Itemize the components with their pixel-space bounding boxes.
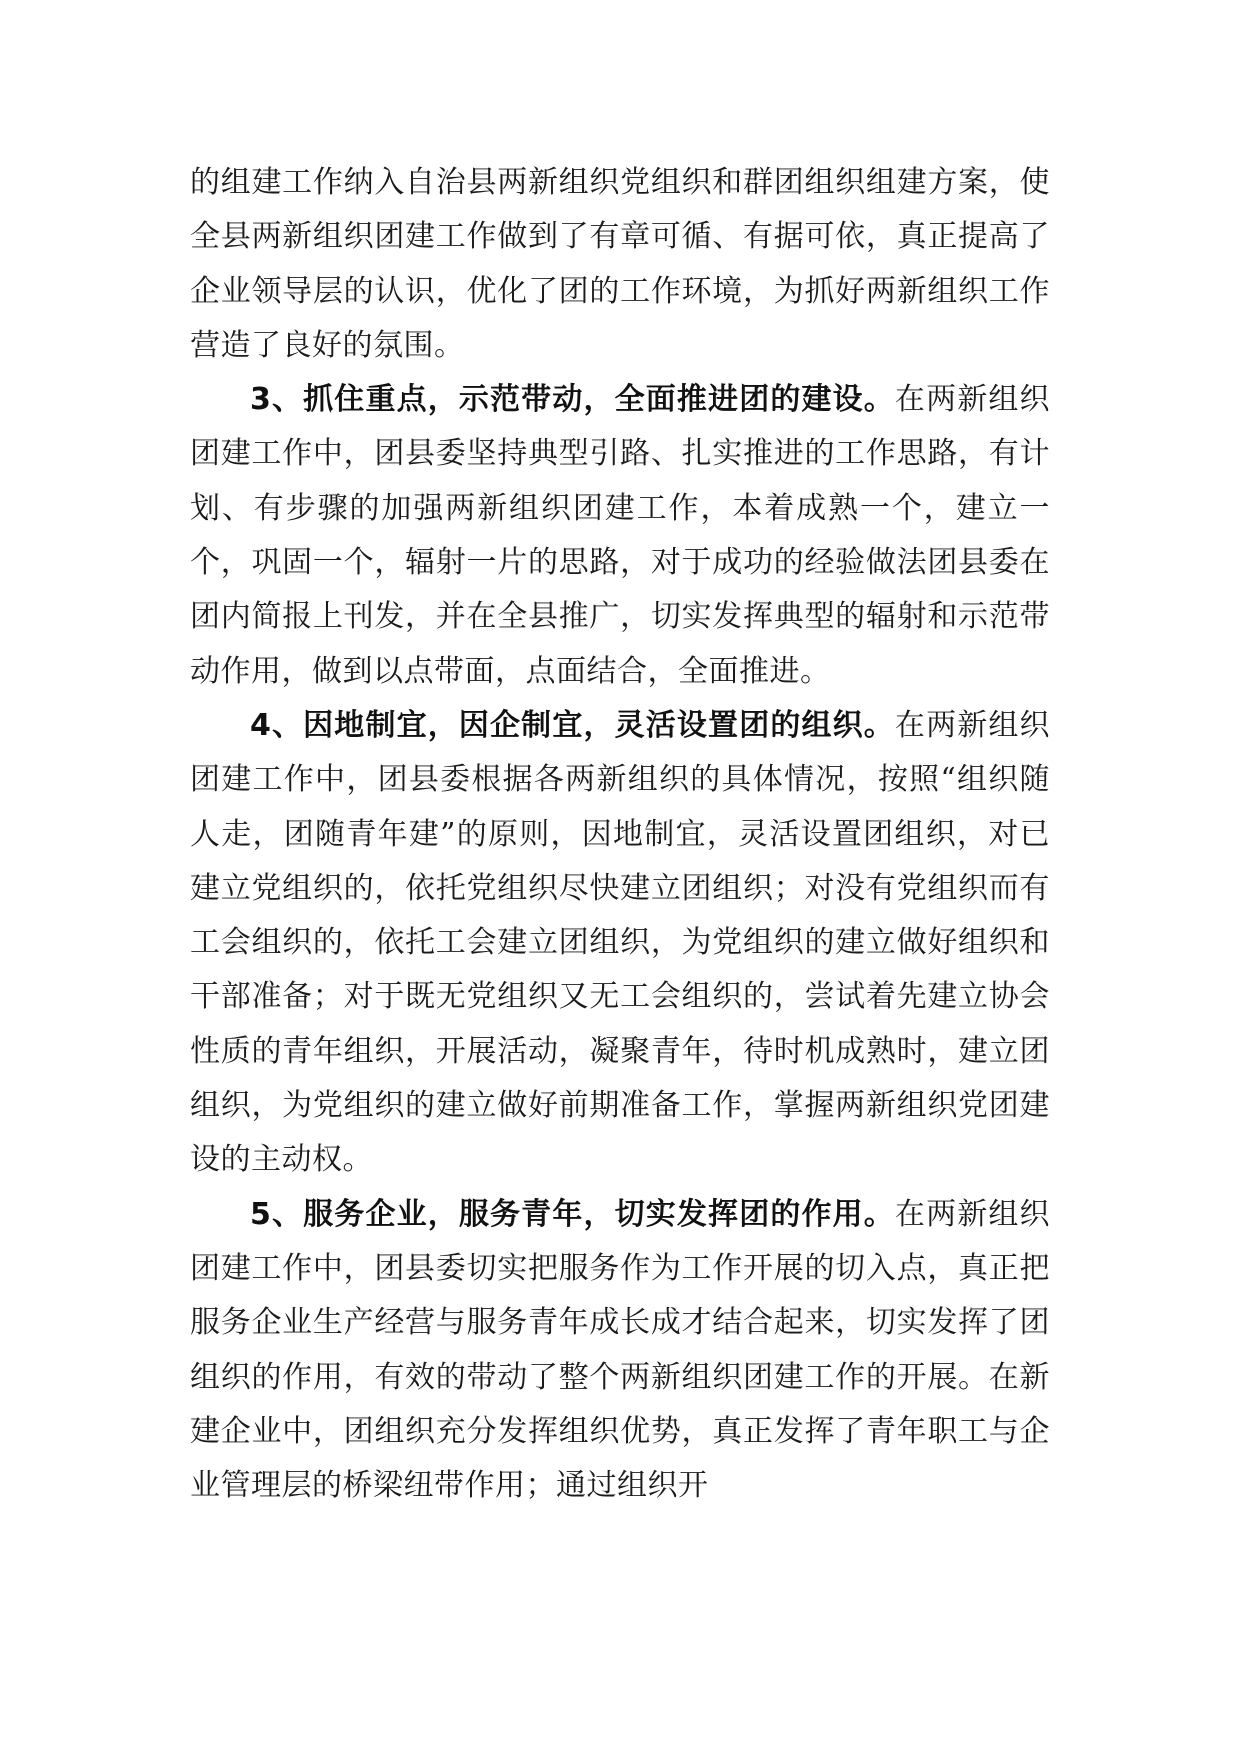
paragraph-text: 在两新组织团建工作中，团县委根据各两新组织的具体情况，按照“组织随人走，团随青年建”的原则，因地制宜，灵活设置团组织，对已建立党组织的，依托党组织尽快建立团组织；对没有党组织而有工会组织的，依托工会建立团组织，为党组织的建立做好组织和干部准备；对于既无党组织又无工会组织的，尝试着先建立协会性质的青年组织，开展活动，凝聚青年，待时机成熟时，建立团组织，为党组织的建立做好前期准备工作，掌握两新组织党团建设的主动权。 bbox=[190, 707, 1051, 1178]
paragraph-item-3 bbox=[190, 373, 1050, 699]
paragraph-text: 在两新组织团建工作中，团县委坚持典型引路、扎实推进的工作思路，有计划、有步骤的加强两新组织团建工作，本着成熟一个，建立一个，巩固一个，辐射一片的思路，对于成功的经验做法团县委在团内简报上刊发，并在全县推广，切实发挥典型的辐射和示范带动作用，做到以点带面，点面结合，全面推进。 bbox=[190, 382, 1051, 689]
paragraph-continuation bbox=[190, 156, 1050, 373]
paragraph-heading: 3、抓住重点，示范带动，全面推进团的建设。 bbox=[250, 382, 895, 418]
paragraph-text: 在两新组织团建工作中，团县委切实把服务作为工作开展的切入点，真正把服务企业生产经营与服务青年成长成才结合起来，切实发挥了团组织的作用，有效的带动了整个两新组织团建工作的开展。在新建企业中，团组织充分发挥组织优势，真正发挥了青年职工与企业管理层的桥梁纽带作用；通过组织开 bbox=[190, 1196, 1051, 1504]
paragraph-heading: 4、因地制宜，因企制宜，灵活设置团的组织。 bbox=[250, 707, 895, 743]
paragraph-item-4 bbox=[190, 699, 1050, 1188]
paragraph-item-5 bbox=[190, 1188, 1050, 1514]
document-page bbox=[190, 156, 1050, 1513]
paragraph-heading: 5、服务企业，服务青年，切实发挥团的作用。 bbox=[250, 1196, 895, 1232]
paragraph-text: 的组建工作纳入自治县两新组织党组织和群团组织组建方案，使全县两新组织团建工作做到了有章可循、有据可依，真正提高了企业领导层的认识，优化了团的工作环境，为抓好两新组织工作营造了良好的氛围。 bbox=[190, 165, 1050, 363]
